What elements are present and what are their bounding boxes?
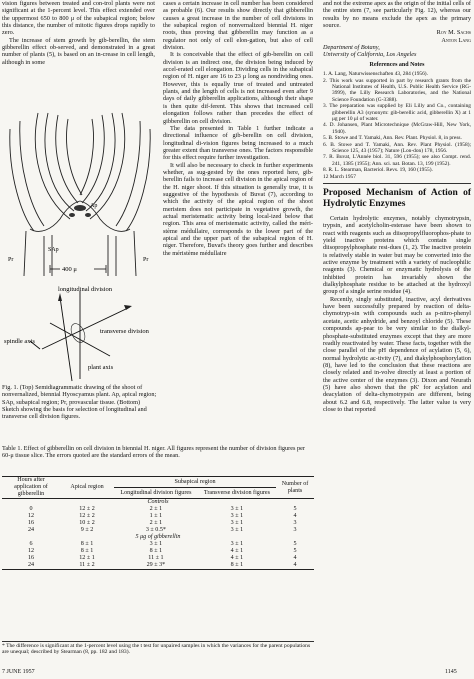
table-row [2,513,314,520]
cell: 8 ± 1 [230,562,244,568]
cell: 11 ± 2 [79,562,95,568]
cell: 3 ± 1 [230,506,244,512]
group-label: Controls [147,499,169,505]
page-number: 1145 [445,669,457,675]
cell: 3 ± 1 [230,527,244,533]
cell: 9 ± 2 [80,527,94,533]
cell: 12 ± 1 [79,555,95,561]
paragraph: vision figures between treated and con-trol plants were not significant at the 1-percent level. This effect extended over the uppermost 650 to 800 μ of the subapical region; below this distance, the number of mitotic figures drops rapidly to zero. [2,0,155,37]
author-name: Anton Lang [441,36,471,44]
figure-1 [0,111,160,384]
paragraph: It will also be necessary to check in further experiments whether, as sug-gested by the ones reported here, gib-berellin fails to increase cell division in the apical region of the H. niger shoot. If this situation is generally true, it is suggestive of the hypothesis of Buvat (7), according to which the activity of the apical region of the shoot meristem does not participate in vegetative growth, the actual meristematic activity being local-ized below that region. This area of meristematic activity, called the méri-stème médullaire, corresponds to the lower part of the apical and the upper part of the subapical region of H. niger. Therefore, Buvat's theory goes further and describes the méristème médullaire [163,161,313,257]
paragraph: and not the extreme apex as the origin of the initial cells of the entire stem (7, see particularly Fig. 12), whereas our results by no means exclude the apex as the primary source. [323,0,471,30]
column-header: Subapical region [114,477,276,488]
reference-item: 8. R. L. Stearman, Bacteriol. Revs. 19, 160 (1955). [323,167,433,174]
cell: 4 [293,562,297,568]
cell: 29 ± 3* [146,562,166,568]
ap-label: Ap [90,203,98,209]
cell: 12 ± 2 [79,506,95,512]
cell: 1 ± 1 [149,513,163,519]
middle-column-text [163,0,313,257]
paragraph: It is conceivable that the effect of gib-berellin on cell division is an indirect one, the division being induced by accel-erated cell elongation. Dividing cells in the subapical region of H. niger are 16 to 23 μ long as nondividing ones. However, this is equally true of treated and untreated plants, and the length of cells is not increased even after 9 days of daily gibberellin applications, although their shape is then quite dif-ferent. This shows that increased cell elongation follows rather than precedes the effect of gibberellin on cell division. [163,51,313,125]
figure-caption: Fig. 1. (Top) Semidiagrammatic drawing of the shoot of nonvernalized, biennial Hyoscyamus plant. Ap, apical region; SAp, subapical region; Pr, provascular tissue. (Bottom) Sketch showing the basis for selection of longitudinal and transverse cell division figures. [2,384,157,421]
cell: 3 ± 1 [149,541,163,547]
pr-right-label: Pr [143,257,149,263]
cell: 8 ± 1 [80,548,94,554]
shoot-diagram [0,111,160,384]
table-row [2,562,314,570]
cell: 12 ± 2 [79,513,95,519]
table-row [2,548,314,555]
table-row [2,520,314,527]
reference-item: 3. The preparation was supplied by Eli Lilly and Co., containing gibberellin A3 (synonym: gib-berellic acid, gibberellin X) at 1 μg per 10 μl of water. [323,103,471,122]
pr-left-label: Pr [8,257,14,263]
cell: 5 [293,506,297,512]
university: University of California, Los Angeles [323,51,417,59]
column-header: Number of plants [281,480,309,494]
cell: 8 ± 1 [80,541,94,547]
sap-label: SAp [48,247,59,253]
cell: 24 [27,527,35,533]
cell: 12 [27,548,35,554]
reference-item: 6. B. Stowe and T. Yamaki, Ann. Rev. Plant Physiol. (1958); Science 125, 43 (1957); Nature (Lon-don) 178, 1956. [323,141,471,154]
cell: 16 [27,520,35,526]
cell: 10 ± 2 [79,520,95,526]
paragraph: cases a certain increase in cell number has been considered as probable (6). Our results show directly that gibberellin causes a great increase in the number of cell divisions in the subapical region of nonvernalized biennial H. niger roots, thus proving that gibberellin may function as a regulator not only of cell elon-gation, but also of cell division. [163,0,313,52]
spindle-axis-label: spindle axis [4,338,35,345]
paragraph: The data presented in Table 1 further indicate a directional influence of gib-berellin on cell division, longitudinal di-vision figures being increased to a much greater extent than transverse ones. The factors responsible for this effect require further investigation. [163,124,313,162]
paragraph: Recently, singly substituted, inactive, acyl derivatives have been successfully prepared by reaction of delta-chymotryp-sin with compounds such as p-nitro-phenyl acetate, acetic anhydride, and benzoyl chloride (5). These compounds ap-pear to be very similar to the dialkyl-phosphate-substituted enzymes except that they are more readily reactivated by water. These facts, together with the close parallel of the pH dependence of acylation (5, 6), normal hydrolytic ac-tivity (7), and diakylphosphorylation (8), have led to the conclusion that these reactions are closely related and in-volve directly at least a portion of the active center of the enzymes (3). Dixon and Neurath (5) have also shown that the pK' for acylation and deacylation of delta-chymotrypsin are different, being about 6.2 and 6.8, respectively. The latter value is very close to that reported [323,295,471,413]
cell: 11 ± 1 [148,555,164,561]
group-label: 5 μg of gibberellin [135,534,181,540]
cell: 16 [27,555,35,561]
reference-item: 1. A. Lang, Naturwissenschaften 43, 284 (1956). [323,71,428,78]
reference-item: 4. D. Johansen, Plant Microtechnique (McGraw-Hill, New York, 1940). [323,122,471,135]
cell: 4 [293,513,297,519]
references-heading: References and Notes [369,61,425,68]
data-table [2,476,314,570]
cell: 3 [293,520,297,526]
cell: 3 ± 0.5* [145,527,166,533]
table-footnote: * The difference is significant at the 1-percent level using the t test for unpaired samples in which the variances for the parent populations are unequal; described by Stearman (8, pp. 182 and 183). [2,641,314,656]
cell: 5 [293,548,297,554]
cell: 2 ± 1 [149,506,163,512]
cell: 4 ± 1 [230,548,244,554]
cell: 3 ± 1 [230,541,244,547]
table-caption: Table 1. Effect of gibberellin on cell division in biennial H. niger. All figures represent the number of division figures per 60-μ tissue slice. The errors quoted are the standard errors of the mean. [2,445,306,460]
right-column-text [323,0,471,413]
cell: 3 ± 1 [230,520,244,526]
table-1 [2,476,314,570]
reference-item: 7. R. Buvat, L'Année biol. 31, 596 (1955); see also Compt. rend. 241, 1385 (1955); Ann. sci. nat. Botan. 13, 199 (1952). [323,154,471,167]
longitudinal-label: longitudinal division [58,286,112,293]
cell: 4 ± 1 [230,555,244,561]
cell: 0 [29,506,33,512]
table-row [2,506,314,513]
cell: 24 [27,562,35,568]
column-header: Transverse division figures [203,489,270,496]
cell: 2 ± 1 [149,520,163,526]
cell: 6 [29,541,33,547]
plant-axis-label: plant axis [88,364,114,371]
transverse-label: transverse division [100,328,149,335]
article-title: Proposed Mechanism of Action of Hydrolytic Enzymes [323,188,471,209]
column-header: Longitudinal division figures [120,489,192,496]
cell: 8 ± 1 [149,548,163,554]
author-name: Roy M. Sachs [436,29,471,37]
cell: 3 [293,527,297,533]
table-row [2,541,314,548]
left-column-text [2,0,155,66]
table-row [2,527,314,534]
reference-item: 2. This work was supported in part by research grants from the National Institutes of Health, U.S. Public Health Service (RG-3999), the Lilly Research Laboratories, and the National Science Foundation (G-3388). [323,77,471,103]
received-date: 12 March 1957 [323,173,356,180]
paragraph: The increase of stem growth by gib-berellin, the stem gibberellin effect ob-served, and demonstrated in a great number of plants (5), is based on an in-crease in cell length, although in some [2,36,155,66]
issue-date: 7 JUNE 1957 [2,669,35,675]
department: Department of Botany, [323,44,380,52]
cell: 5 [293,541,297,547]
column-header: Apical region [70,484,104,490]
table-row [2,555,314,562]
scale-bar-label: 400 μ [62,266,77,273]
reference-item: 5. B. Stowe and T. Yamaki, Ann. Rev. Plant. Physiol. 8, in press. [323,135,462,142]
cell: 12 [27,513,35,519]
column-header: Hours after application of gibberellin [14,477,48,497]
cell: 4 [293,555,297,561]
divider [323,183,471,184]
paragraph: Certain hydrolytic enzymes, notably chymotrypsin, trypsin, and acetylcholin-esterase have been shown to react with reagents such as diisopropylfluorophos-phate to yield inactive proteins which contain single diisopropylphosphate resi-dues (1, 2). The inactive protein is relatively stable in water but may be converted into the active enzyme by treatment with a variety of nucleophilic reagents (3). Chemical or enzymatic hydrolysis of the inhibited protein has invariably shown the dialkylphosphate residue to be attached at the hydroxyl group of a single serine residue (4). [323,215,471,296]
cell: 3 ± 1 [230,513,244,519]
